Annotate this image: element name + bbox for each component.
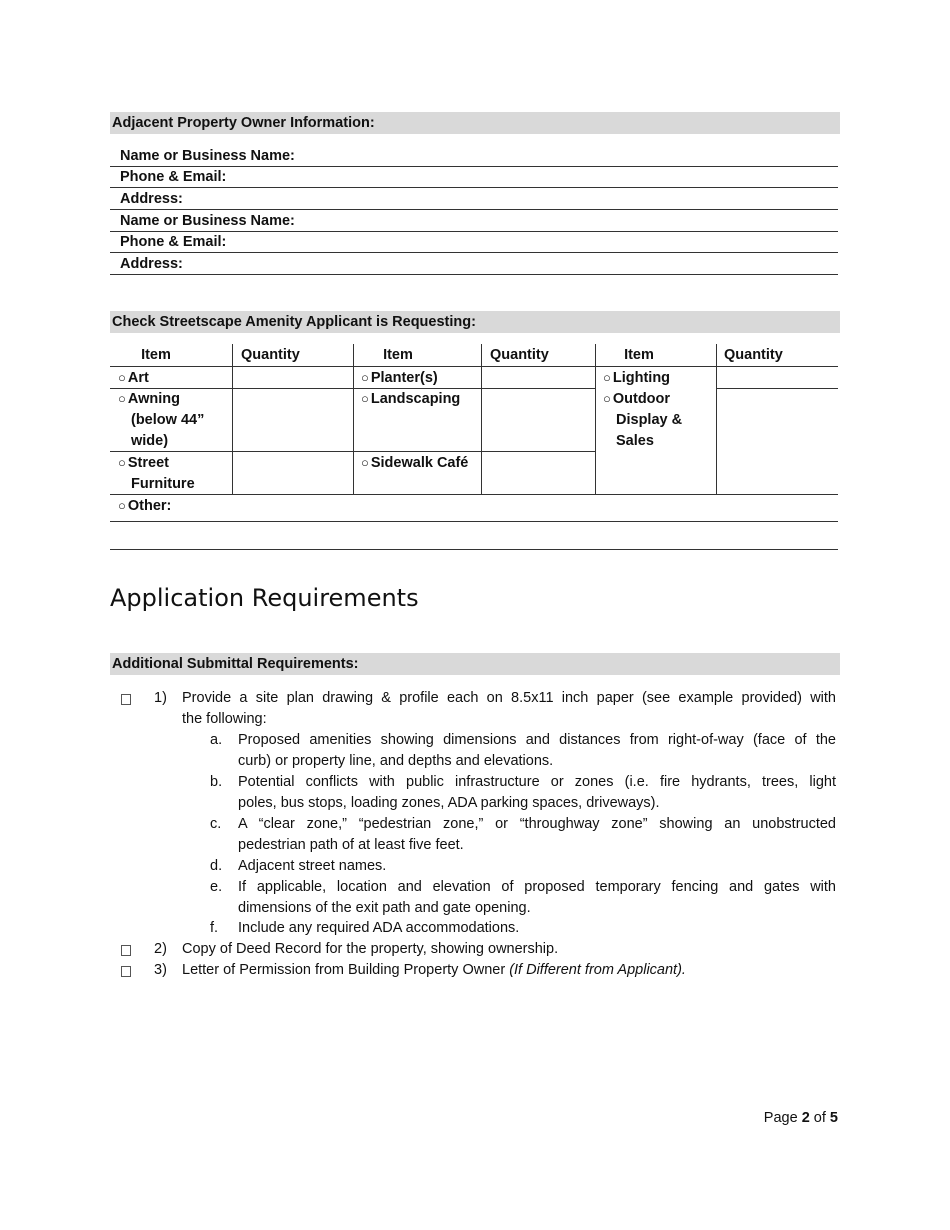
radio-circle-icon: ○ bbox=[118, 498, 126, 513]
header-item-2: Item bbox=[383, 347, 413, 363]
sub-letter: e. bbox=[210, 879, 223, 895]
amenity-option-art[interactable]: ○ Art bbox=[118, 370, 149, 386]
sub-text-line2: poles, bus stops, loading zones, ADA parking spaces, driveways). bbox=[238, 795, 660, 811]
owner-phone-row-2[interactable]: Phone & Email: bbox=[110, 232, 838, 253]
table-rule bbox=[716, 388, 838, 389]
radio-circle-icon: ○ bbox=[603, 370, 611, 385]
sub-text-line1: Proposed amenities showing dimensions and distances from right-of-way (face of the bbox=[238, 732, 836, 748]
table-rule bbox=[110, 366, 838, 367]
header-quantity-3: Quantity bbox=[724, 347, 783, 363]
amenity-option-street-furniture[interactable]: ○ Street Furniture bbox=[118, 455, 195, 492]
item-1-text-line1: Provide a site plan drawing & profile each on 8.5x11 inch paper (see example provided) with bbox=[182, 690, 836, 706]
item-2-number: 2) bbox=[154, 941, 167, 957]
item-1-number: 1) bbox=[154, 690, 167, 706]
sub-text-line1: Include any required ADA accommodations. bbox=[238, 920, 520, 936]
amenity-option-outdoor-display[interactable]: ○ Outdoor Display & Sales bbox=[603, 391, 683, 449]
item-3-text: Letter of Permission from Building Property Owner (If Different from Applicant). bbox=[182, 962, 686, 978]
sub-letter: c. bbox=[210, 816, 222, 832]
owner-address-row-1[interactable]: Address: bbox=[110, 189, 838, 210]
sub-letter: a. bbox=[210, 732, 223, 748]
page-number: Page 2 of 5 bbox=[763, 1110, 838, 1126]
sub-text-line2: dimensions of the exit path and gate opening. bbox=[238, 900, 531, 916]
amenity-option-planters[interactable]: ○ Planter(s) bbox=[361, 370, 438, 386]
sub-text-line1: Potential conflicts with public infrastructure or zones (i.e. fire hydrants, trees, light bbox=[238, 774, 836, 790]
sub-text-line2: curb) or property line, and depths and elevations. bbox=[238, 753, 554, 769]
sub-letter: d. bbox=[210, 858, 223, 874]
amenity-option-lighting[interactable]: ○ Lighting bbox=[603, 370, 671, 386]
item-3-number: 3) bbox=[154, 962, 167, 978]
table-rule bbox=[110, 494, 838, 495]
page-heading: Application Requirements bbox=[110, 584, 419, 612]
radio-circle-icon: ○ bbox=[118, 455, 126, 470]
sub-text-line1: A “clear zone,” “pedestrian zone,” or “throughway zone” showing an unobstructed bbox=[238, 816, 836, 832]
sub-letter: f. bbox=[210, 920, 219, 936]
amenity-option-other[interactable]: ○ Other: bbox=[118, 498, 172, 514]
radio-circle-icon: ○ bbox=[118, 391, 126, 406]
owner-address-row-2[interactable]: Address: bbox=[110, 254, 838, 275]
amenity-option-awning[interactable]: ○ Awning (below 44” wide) bbox=[118, 391, 205, 449]
owner-phone-row-1[interactable]: Phone & Email: bbox=[110, 167, 838, 188]
owner-name-row-1[interactable]: Name or Business Name: bbox=[110, 146, 838, 167]
item-3-checkbox[interactable] bbox=[121, 966, 131, 977]
radio-circle-icon: ○ bbox=[361, 370, 369, 385]
sub-text-line2: pedestrian path of at least five feet. bbox=[238, 837, 464, 853]
submittal-section-title: Additional Submittal Requirements: bbox=[110, 653, 840, 675]
amenity-option-landscaping[interactable]: ○ Landscaping bbox=[361, 391, 461, 407]
sub-letter: b. bbox=[210, 774, 223, 790]
amenity-section-title: Check Streetscape Amenity Applicant is Requesting: bbox=[110, 311, 840, 333]
table-rule bbox=[110, 521, 838, 522]
header-quantity-2: Quantity bbox=[490, 347, 549, 363]
table-rule bbox=[110, 549, 838, 550]
item-2-checkbox[interactable] bbox=[121, 945, 131, 956]
sub-text-line1: Adjacent street names. bbox=[238, 858, 387, 874]
radio-circle-icon: ○ bbox=[603, 391, 611, 406]
radio-circle-icon: ○ bbox=[361, 455, 369, 470]
owner-name-row-2[interactable]: Name or Business Name: bbox=[110, 211, 838, 232]
header-quantity-1: Quantity bbox=[241, 347, 300, 363]
radio-circle-icon: ○ bbox=[118, 370, 126, 385]
amenity-option-sidewalk-cafe[interactable]: ○ Sidewalk Café bbox=[361, 455, 469, 471]
item-2-text: Copy of Deed Record for the property, showing ownership. bbox=[182, 941, 559, 957]
header-item-3: Item bbox=[624, 347, 654, 363]
header-item-1: Item bbox=[141, 347, 171, 363]
sub-text-line1: If applicable, location and elevation of proposed temporary fencing and gates with bbox=[238, 879, 836, 895]
item-3-italic-note: (If Different from Applicant). bbox=[509, 962, 686, 978]
owner-section-title: Adjacent Property Owner Information: bbox=[110, 112, 840, 134]
radio-circle-icon: ○ bbox=[361, 391, 369, 406]
item-1-checkbox[interactable] bbox=[121, 694, 131, 705]
item-1-text-line2: the following: bbox=[182, 711, 267, 727]
